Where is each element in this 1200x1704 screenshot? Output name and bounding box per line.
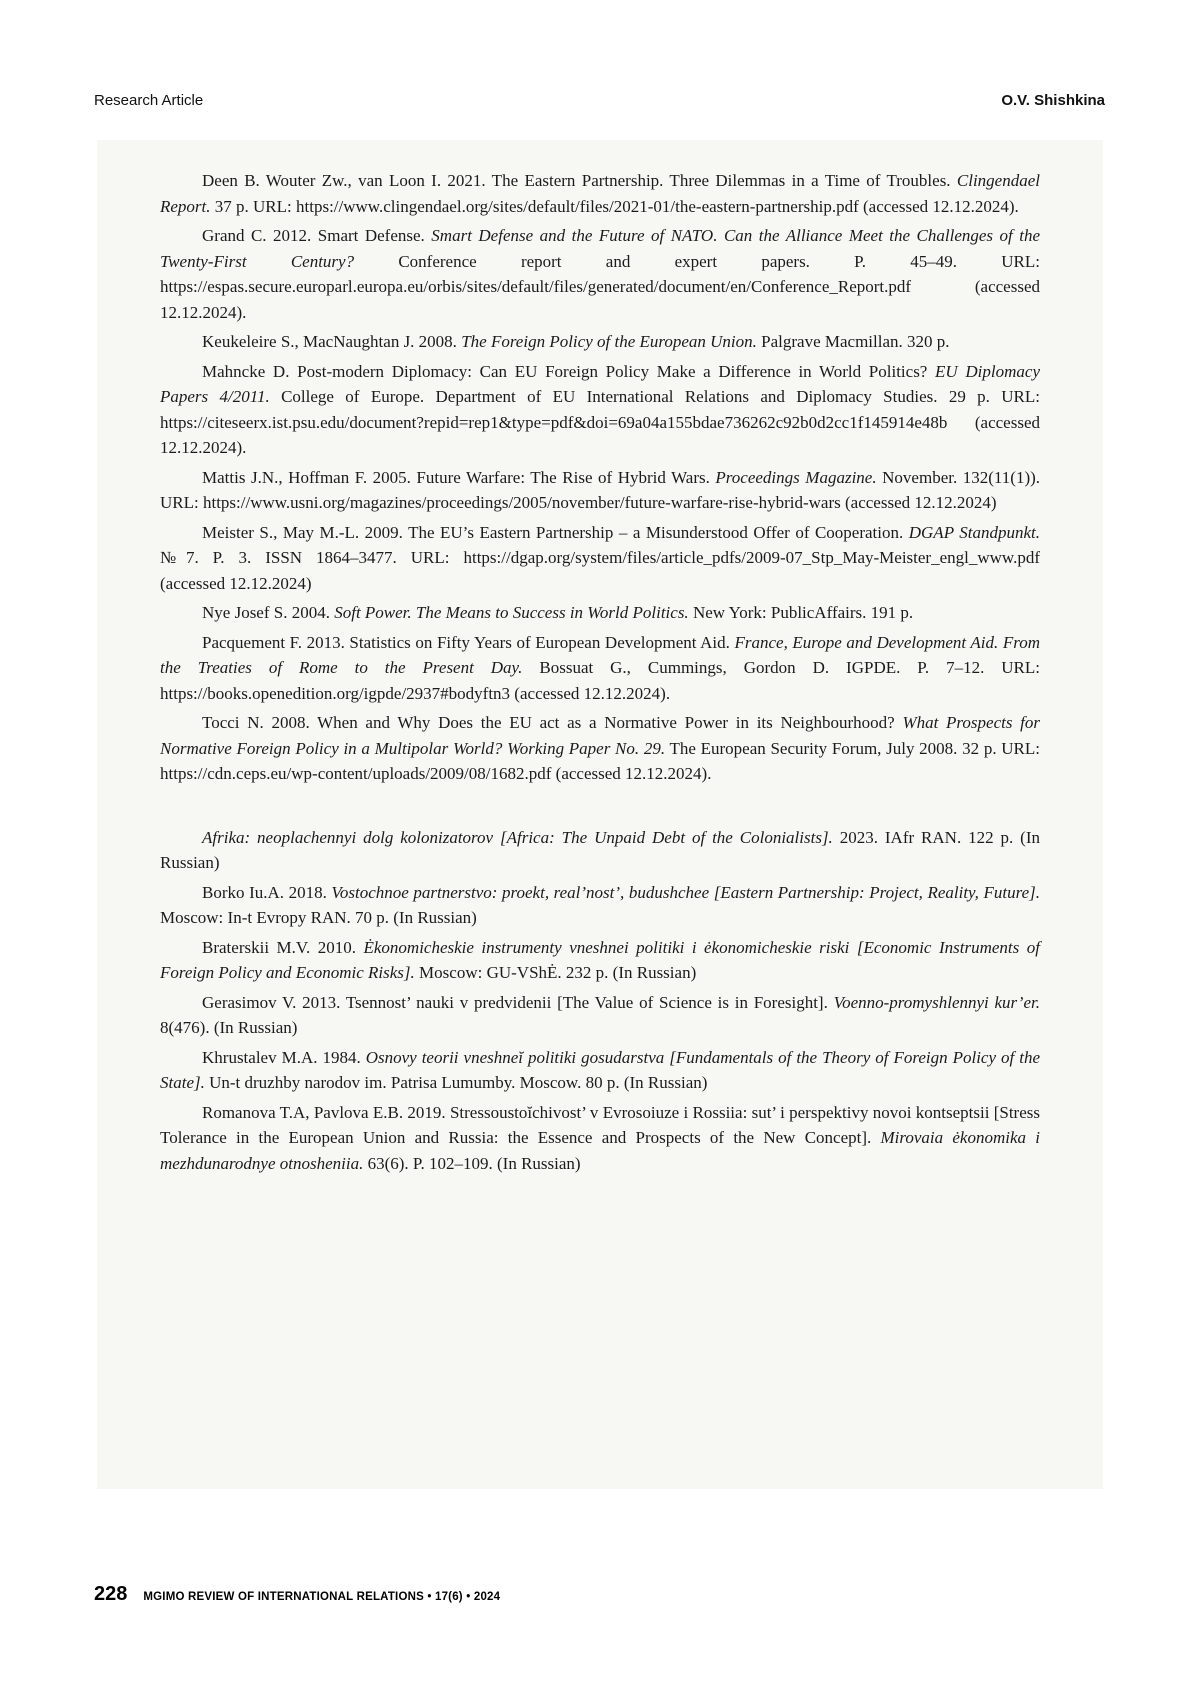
reference-entry: Grand C. 2012. Smart Defense. Smart Defense and the Future of NATO. Can the Alliance Meet the Challenges of the Twenty-First Century? Conference report and expert papers. P. 45–49. URL: https://espas.secure.europarl.europa.eu/orbis/sites/default/files/generated/document/en/Conference_Report.pdf (accessed 12.12.2024). bbox=[160, 226, 1041, 322]
reference-entry: Mahncke D. Post-modern Diplomacy: Can EU Foreign Policy Make a Difference in World Politics? EU Diplomacy Papers 4/2011. College of Europe. Department of EU International Relations and Diplomacy Studies. 29 p. URL: https://citeseerx.ist.psu.edu/document?repid=rep1&type=pdf&doi=69a04a155bdae736262c92b0d2cc1f145914e48b (accessed 12.12.2024). bbox=[160, 361, 1040, 457]
page-footer bbox=[94, 1583, 500, 1606]
reference-entry: Romanova T.A, Pavlova E.B. 2019. Stressoustoĭchivost’ v Evrosoiuze i Rossiia: sut’ i perspektivy novoi kontseptsii [Stress Tolerance in the European Union and Russia: the Essence and Prospects of the New Concept]. Mirovaia ėkonomika i mezhdunarodnye otnosheniia. 63(6). P. 102–109. (In Russian) bbox=[160, 1102, 1040, 1173]
reference-entry: Nye Josef S. 2004. Soft Power. The Means to Success in World Politics. New York: PublicAffairs. 191 p. bbox=[202, 603, 914, 622]
references-russian bbox=[160, 825, 1040, 1177]
references-english bbox=[160, 168, 1040, 787]
reference-entry: Deen B. Wouter Zw., van Loon I. 2021. The Eastern Partnership. Three Dilemmas in a Time of Troubles. Clingendael Report. 37 p. URL: https://www.clingendael.org/sites/default/files/2021-01/the-eastern-partnership.pdf (accessed 12.12.2024). bbox=[160, 171, 1040, 216]
reference-entry: Keukeleire S., MacNaughtan J. 2008. The Foreign Policy of the European Union. Palgrave Macmillan. 320 p. bbox=[202, 332, 950, 351]
reference-entry: Mattis J.N., Hoffman F. 2005. Future Warfare: The Rise of Hybrid Wars. Proceedings Magazine. November. 132(11(1)). URL: https://www.usni.org/magazines/proceedings/2005/november/future-warfare-rise-hybrid-wars (accessed 12.12.2024) bbox=[160, 467, 1041, 512]
page-number: 228 bbox=[94, 1583, 128, 1605]
article-type-label: Research Article bbox=[94, 92, 204, 109]
reference-entry: Pacquement F. 2013. Statistics on Fifty Years of European Development Aid. France, Europe and Development Aid. From the Treaties of Rome to the Present Day. Bossuat G., Cummings, Gordon D. IGPDE. P. 7–12. URL: https://books.openedition.org/igpde/2937#bodyftn3 (accessed 12.12.2024). bbox=[160, 632, 1040, 703]
journal-footer-line: MGIMO REVIEW OF INTERNATIONAL RELATIONS • 17(6) • 2024 bbox=[143, 1591, 501, 1603]
content-panel bbox=[97, 140, 1103, 1489]
reference-entry: Gerasimov V. 2013. Tsennost’ nauki v predvidenii [The Value of Science is in Foresight]. Voenno-promyshlennyi kur’er. 8(476). (In Russian) bbox=[160, 992, 1040, 1037]
reference-entry: Borko Iu.A. 2018. Vostochnoe partnerstvo: proekt, real’nost’, budushchee [Eastern Partnership: Project, Reality, Future]. Moscow: In-t Evropy RAN. 70 p. (In Russian) bbox=[160, 882, 1040, 927]
author-name: O.V. Shishkina bbox=[1001, 92, 1105, 109]
reference-entry: Meister S., May M.-L. 2009. The EU’s Eastern Partnership – a Misunderstood Offer of Cooperation. DGAP Standpunkt. №7. P. 3. ISSN 1864–3477. URL: https://dgap.org/system/files/article_pdfs/2009-07_Stp_May-Meister_engl_www.pdf (accessed 12.12.2024) bbox=[160, 522, 1040, 593]
references-section bbox=[97, 140, 1103, 1176]
reference-entry: Afrika: neoplachennyi dolg kolonizatorov [Africa: The Unpaid Debt of the Colonialists]. 2023. IAfr RAN. 122 p. (In Russian) bbox=[160, 827, 1040, 872]
reference-entry: Braterskii M.V. 2010. Ėkonomicheskie instrumenty vneshnei politiki i ėkonomicheskie riski [Economic Instruments of Foreign Policy and Economic Risks]. Moscow: GU-VShĖ. 232 p. (In Russian) bbox=[160, 937, 1040, 982]
reference-entry: Khrustalev M.A. 1984. Osnovy teorii vneshneĭ politiki gosudarstva [Fundamentals of the Theory of Foreign Policy of the State]. Un-t druzhby narodov im. Patrisa Lumumby. Moscow. 80 p. (In Russian) bbox=[160, 1047, 1040, 1092]
running-header bbox=[94, 92, 1105, 109]
reference-entry: Tocci N. 2008. When and Why Does the EU act as a Normative Power in its Neighbourhood? What Prospects for Normative Foreign Policy in a Multipolar World? Working Paper No. 29. The European Security Forum, July 2008. 32 p. URL: https://cdn.ceps.eu/wp-content/uploads/2009/08/1682.pdf (accessed 12.12.2024). bbox=[160, 713, 1041, 783]
section-gap bbox=[160, 791, 1040, 825]
